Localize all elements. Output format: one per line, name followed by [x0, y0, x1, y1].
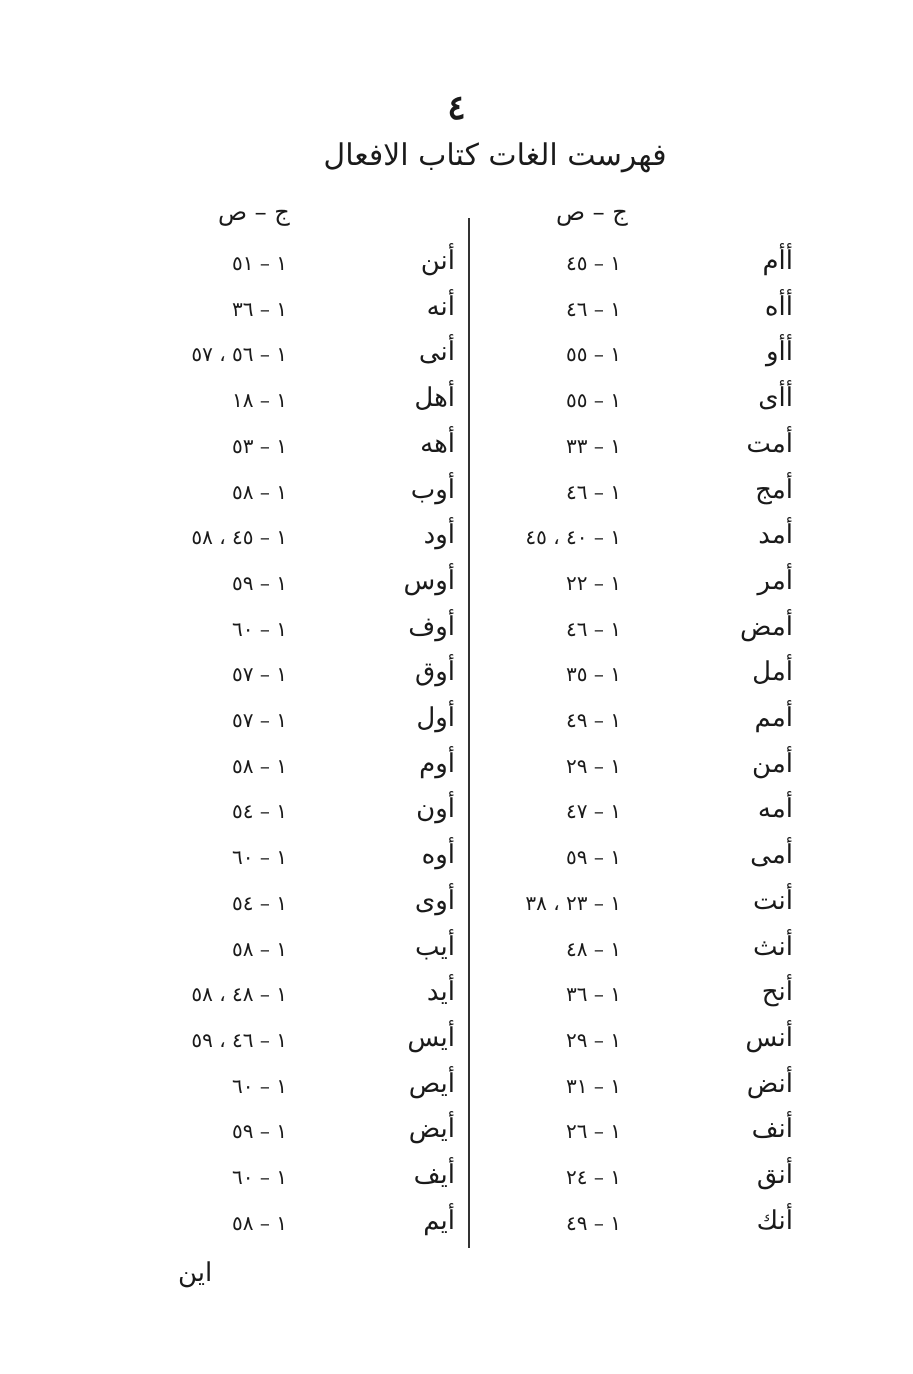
left_column-entry-ref: ١ – ٥٨: [232, 1211, 287, 1235]
left_column-entry-ref: ١ – ٥٩: [232, 571, 287, 595]
right_column-entry-word: أمض: [739, 612, 793, 642]
left_column-entry-ref: ١ – ٥٤: [232, 891, 287, 915]
right_column-entry-ref: ١ – ٣٣: [566, 434, 621, 458]
column-divider: [468, 218, 470, 1248]
right_column-entry-word: أنت: [753, 886, 793, 916]
right_column-entry-word: أمت: [746, 429, 793, 459]
right-column-header: ج – ص: [556, 198, 628, 226]
right_column-entry-word: أأو: [765, 337, 793, 367]
right_column-entry-ref: ١ – ٤٦: [566, 480, 621, 504]
left_column-entry-word: أوى: [414, 886, 455, 916]
right_column-entry-word: أنف: [751, 1114, 793, 1144]
right_column-entry-word: أنس: [745, 1023, 793, 1053]
right_column-entry-ref: ١ – ٢٣ ، ٣٨: [525, 891, 621, 915]
left_column-entry-word: أيد: [426, 977, 455, 1007]
right_column-entry-ref: ١ – ٥٥: [566, 388, 621, 412]
left_column-entry-ref: ١ – ٤٨ ، ٥٨: [191, 982, 287, 1006]
left_column-entry-word: أوم: [419, 749, 455, 779]
left_column-entry-ref: ١ – ٥٨: [232, 480, 287, 504]
right_column-entry-ref: ١ – ٣١: [566, 1074, 621, 1098]
left_column-entry-word: أوس: [403, 566, 455, 596]
left_column-entry-word: أهه: [420, 429, 455, 459]
right_column-entry-ref: ١ – ٤٦: [566, 297, 621, 321]
left_column-entry-word: أنه: [426, 292, 455, 322]
right_column-entry-ref: ١ – ٤٩: [566, 1211, 621, 1235]
right_column-entry-ref: ١ – ٤٧: [566, 799, 621, 823]
left_column-entry-word: أيس: [407, 1023, 455, 1053]
right_column-entry-ref: ١ – ٢٤: [566, 1165, 621, 1189]
left_column-entry-word: أيم: [423, 1206, 455, 1236]
right_column-entry-word: أأم: [762, 246, 793, 276]
left_column-entry-word: أيض: [408, 1114, 455, 1144]
right_column-entry-ref: ١ – ٣٥: [566, 662, 621, 686]
right_column-entry-word: أمه: [757, 794, 793, 824]
left_column-entry-ref: ١ – ٥٦ ، ٥٧: [191, 342, 287, 366]
left_column-entry-word: أنن: [420, 246, 455, 276]
right_column-entry-word: أنح: [761, 977, 793, 1007]
left_column-entry-word: أنى: [418, 337, 455, 367]
right_column-entry-ref: ١ – ٣٦: [566, 982, 621, 1006]
right_column-entry-ref: ١ – ٤٩: [566, 708, 621, 732]
right_column-entry-word: أنث: [753, 932, 793, 962]
left_column-entry-word: أهل: [414, 383, 455, 413]
left_column-entry-ref: ١ – ٦٠: [232, 845, 287, 869]
right_column-entry-ref: ١ – ٤٥: [566, 251, 621, 275]
left_column-entry-ref: ١ – ٦٠: [232, 1165, 287, 1189]
right_column-entry-word: أأى: [758, 383, 793, 413]
right_column-entry-ref: ١ – ٢٩: [566, 1028, 621, 1052]
right_column-entry-ref: ١ – ٢٦: [566, 1119, 621, 1143]
left-column-header: ج – ص: [218, 198, 290, 226]
left_column-entry-ref: ١ – ٥٤: [232, 799, 287, 823]
right_column-entry-word: أمم: [754, 703, 793, 733]
right_column-entry-word: أنض: [746, 1069, 793, 1099]
left_column-entry-ref: ١ – ٥٨: [232, 754, 287, 778]
right_column-entry-word: أمج: [755, 475, 793, 505]
left_column-entry-ref: ١ – ٦٠: [232, 617, 287, 641]
left_column-entry-word: أوب: [410, 475, 455, 505]
page-number: ٤: [447, 88, 466, 128]
right_column-entry-word: أمر: [757, 566, 793, 596]
page-title: فهرست الغات كتاب الافعال: [323, 138, 667, 173]
left_column-entry-word: أوق: [415, 657, 455, 687]
left_column-entry-word: أول: [416, 703, 455, 733]
right_column-entry-word: أمى: [750, 840, 793, 870]
left_column-entry-ref: ١ – ٥٧: [232, 662, 287, 686]
left_column-entry-word: أون: [416, 794, 455, 824]
right_column-entry-word: أمن: [752, 749, 793, 779]
right_column-entry-ref: ١ – ٢٢: [566, 571, 621, 595]
left_column-entry-ref: ١ – ٥٣: [232, 434, 287, 458]
left_column-entry-ref: ١ – ٣٦: [232, 297, 287, 321]
left_column-entry-word: أوف: [408, 612, 455, 642]
left_column-entry-word: أوه: [421, 840, 455, 870]
right_column-entry-word: أنك: [756, 1206, 793, 1236]
left_column-entry-ref: ١ – ٥٨: [232, 937, 287, 961]
left_column-entry-ref: ١ – ٤٥ ، ٥٨: [191, 525, 287, 549]
left_column-entry-ref: ١ – ٥٧: [232, 708, 287, 732]
left_column-entry-word: أود: [423, 520, 455, 550]
left_column-entry-word: أيب: [415, 932, 455, 962]
left_column-entry-word: أيف: [413, 1160, 455, 1190]
right_column-entry-word: أمد: [758, 520, 793, 550]
right_column-entry-ref: ١ – ٤٨: [566, 937, 621, 961]
left_column-entry-ref: ١ – ٥١: [232, 251, 287, 275]
right_column-entry-word: أمل: [752, 657, 793, 687]
right_column-entry-ref: ١ – ٥٩: [566, 845, 621, 869]
right_column-entry-word: أنق: [756, 1160, 793, 1190]
right_column-entry-ref: ١ – ٥٥: [566, 342, 621, 366]
left_column-entry-ref: ١ – ٤٦ ، ٥٩: [191, 1028, 287, 1052]
right_column-entry-ref: ١ – ٢٩: [566, 754, 621, 778]
left_column-entry-ref: ١ – ٦٠: [232, 1074, 287, 1098]
right_column-entry-ref: ١ – ٤٦: [566, 617, 621, 641]
right_column-entry-ref: ١ – ٤٠ ، ٤٥: [525, 525, 621, 549]
catchword: اين: [178, 1258, 213, 1288]
left_column-entry-ref: ١ – ١٨: [232, 388, 287, 412]
left_column-entry-word: أيص: [408, 1069, 455, 1099]
left_column-entry-ref: ١ – ٥٩: [232, 1119, 287, 1143]
right_column-entry-word: أأه: [764, 292, 793, 322]
